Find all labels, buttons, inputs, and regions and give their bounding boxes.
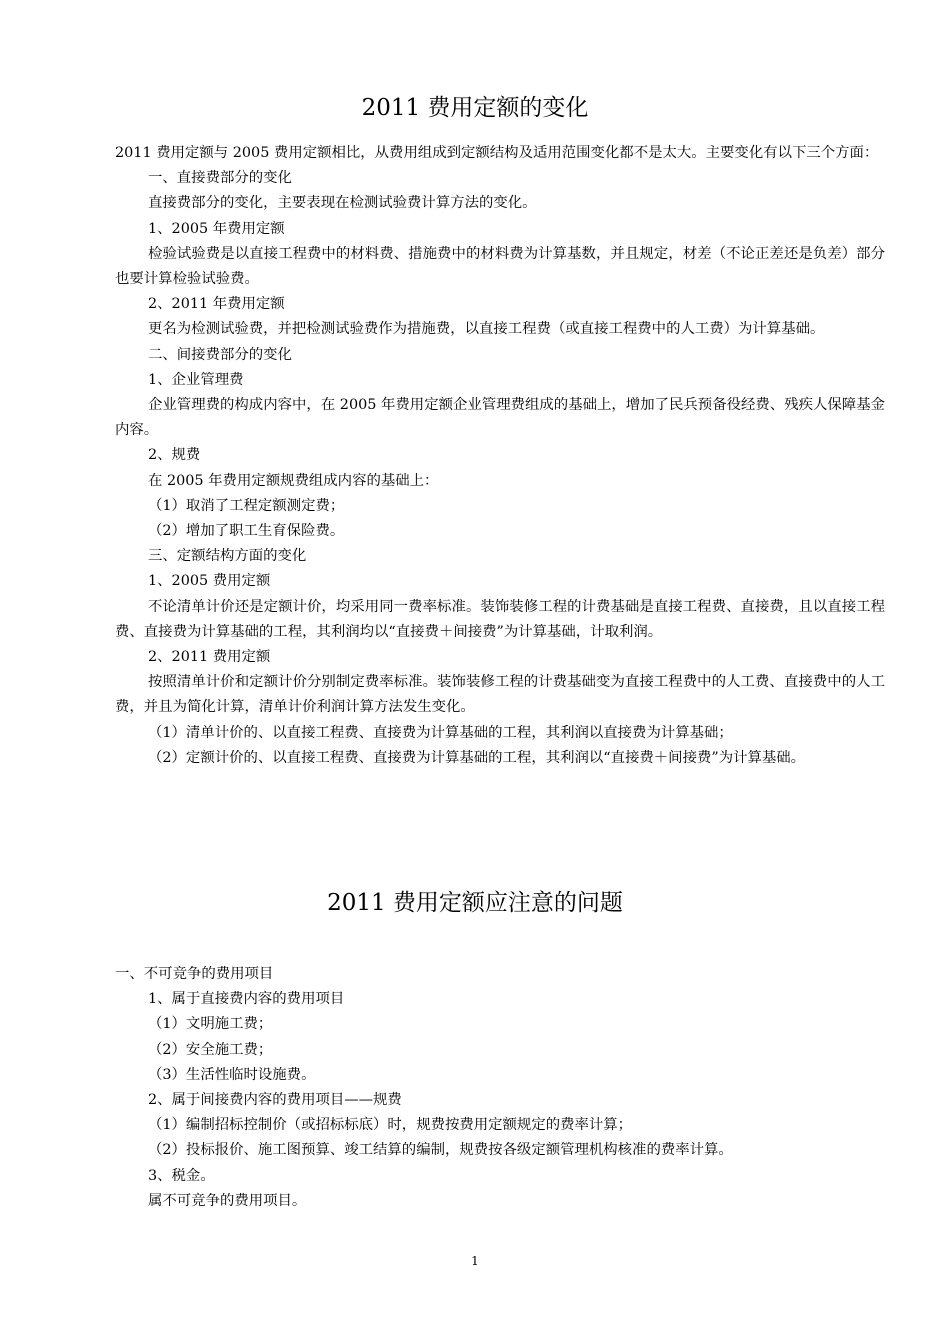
page-number: 1 xyxy=(471,1254,479,1268)
paragraph: 一、直接费部分的变化 xyxy=(148,170,292,187)
paragraph: 在 2005 年费用定额规费组成内容的基础上： xyxy=(148,472,439,489)
paragraph: （3）生活性临时设施费。 xyxy=(148,1066,316,1083)
paragraph: 1、属于直接费内容的费用项目 xyxy=(148,991,345,1008)
paragraph: 直接费部分的变化，主要表现在检测试验费计算方法的变化。 xyxy=(148,195,537,212)
paragraph: 2、规费 xyxy=(148,447,201,464)
paragraph: （2）定额计价的、以直接工程费、直接费为计算基础的工程，其利润以“直接费＋间接费”为计算基础。 xyxy=(148,749,806,766)
paragraph: 按照清单计价和定额计价分别制定费率标准。装饰装修工程的计费基础变为直接工程费中的人工费、直接费中的人工费，并且为简化计算，清单计价利润计算方法发生变化。 xyxy=(115,674,885,716)
paragraph: 1、2005 费用定额 xyxy=(148,573,271,590)
paragraph: （2）增加了职工生育保险费。 xyxy=(148,523,345,540)
section-title-changes: 2011 费用定额的变化 xyxy=(361,95,589,121)
paragraph: 2、属于间接费内容的费用项目——规费 xyxy=(148,1092,402,1109)
paragraph: 2、2011 年费用定额 xyxy=(148,296,285,313)
section-changes-body xyxy=(115,141,885,771)
section-title-notes: 2011 费用定额应注意的问题 xyxy=(327,890,623,916)
paragraph: 1、2005 年费用定额 xyxy=(148,220,285,237)
paragraph: （1）取消了工程定额测定费； xyxy=(148,497,345,514)
paragraph: 2011 费用定额与 2005 费用定额相比，从费用组成到定额结构及适用范围变化都不是太大。主要变化有以下三个方面： xyxy=(115,145,879,161)
paragraph: 三、定额结构方面的变化 xyxy=(148,548,307,565)
paragraph: 一、不可竞争的费用项目 xyxy=(115,966,274,982)
paragraph: （2）安全施工费； xyxy=(148,1041,273,1058)
paragraph: 2、2011 费用定额 xyxy=(148,649,271,666)
paragraph: 1、企业管理费 xyxy=(148,371,244,388)
paragraph: 3、税金。 xyxy=(148,1167,215,1184)
paragraph: （1）文明施工费； xyxy=(148,1016,273,1033)
section-notes-body xyxy=(115,962,885,1214)
paragraph: （2）投标报价、施工图预算、竣工结算的编制，规费按各级定额管理机构核准的费率计算。 xyxy=(148,1142,733,1159)
paragraph: 检验试验费是以直接工程费中的材料费、措施费中的材料费为计算基数，并且规定，材差（不论正差还是负差）部分也要计算检验试验费。 xyxy=(115,245,885,288)
paragraph: 属不可竞争的费用项目。 xyxy=(148,1192,307,1209)
paragraph: 更名为检测试验费，并把检测试验费作为措施费，以直接工程费（或直接工程费中的人工费）为计算基础。 xyxy=(148,321,825,338)
paragraph: 不论清单计价还是定额计价，均采用同一费率标准。装饰装修工程的计费基础是直接工程费、直接费，且以直接工程费、直接费为计算基础的工程，其利润均以“直接费＋间接费”为计算基础，计取利润。 xyxy=(115,598,885,640)
paragraph: （1）清单计价的、以直接工程费、直接费为计算基础的工程，其利润以直接费为计算基础； xyxy=(148,724,733,741)
paragraph: 企业管理费的构成内容中，在 2005 年费用定额企业管理费组成的基础上，增加了民兵预备役经费、残疾人保障基金内容。 xyxy=(115,397,885,439)
paragraph: （1）编制招标控制价（或招标标底）时，规费按费用定额规定的费率计算； xyxy=(148,1117,633,1134)
paragraph: 二、间接费部分的变化 xyxy=(148,346,292,363)
